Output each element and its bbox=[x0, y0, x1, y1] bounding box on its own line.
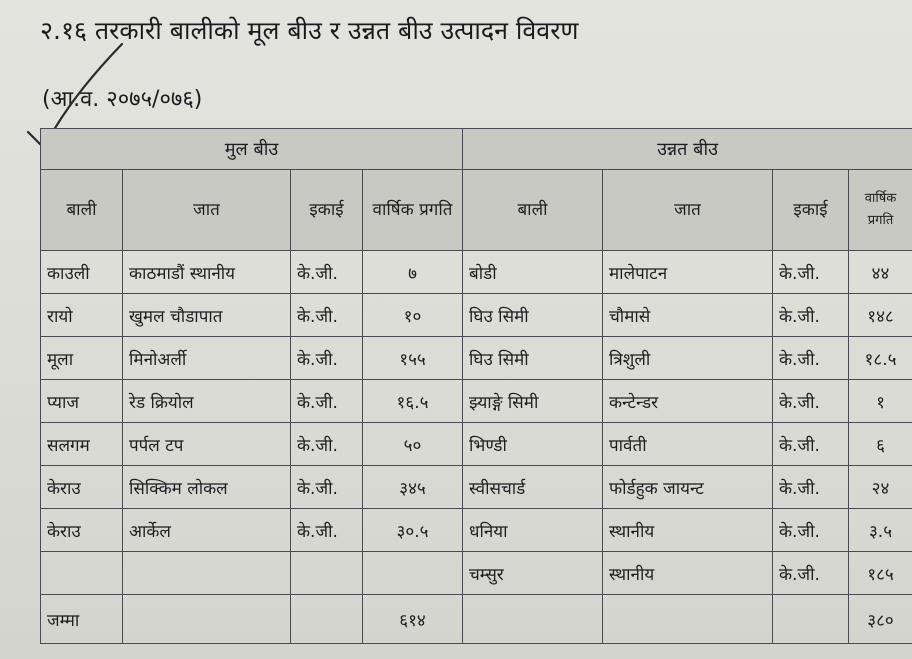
foundation-variety-cell: मिनोअर्ली bbox=[123, 337, 291, 380]
col-variety-foundation: जात bbox=[123, 170, 291, 251]
improved-crop-cell: घिउ सिमी bbox=[463, 294, 603, 337]
foundation-crop-cell: सलगम bbox=[41, 423, 123, 466]
improved-unit-cell: के.जी. bbox=[773, 294, 849, 337]
total-empty-unit-cell bbox=[291, 595, 363, 644]
fiscal-year: (आ.व. २०७५/०७६) bbox=[42, 87, 203, 112]
page-title: २.१६ तरकारी बालीको मूल बीउ र उन्नत बीउ उत्पादन विवरण bbox=[40, 16, 579, 45]
foundation-crop-cell bbox=[41, 552, 123, 595]
foundation-variety-cell: आर्केल bbox=[123, 509, 291, 552]
foundation-variety-cell bbox=[123, 552, 291, 595]
improved-variety-cell: स्थानीय bbox=[603, 509, 773, 552]
foundation-variety-cell: खुमल चौडापात bbox=[123, 294, 291, 337]
foundation-unit-cell: के.जी. bbox=[291, 251, 363, 294]
improved-variety-cell: मालेपाटन bbox=[603, 251, 773, 294]
improved-unit-cell: के.जी. bbox=[773, 552, 849, 595]
table-row bbox=[41, 380, 912, 423]
foundation-progress-cell bbox=[363, 552, 463, 595]
foundation-crop-cell: केराउ bbox=[41, 509, 123, 552]
improved-crop-cell: भिण्डी bbox=[463, 423, 603, 466]
foundation-crop-cell: केराउ bbox=[41, 466, 123, 509]
total-empty-variety-improved-cell bbox=[603, 595, 773, 644]
improved-crop-cell: घिउ सिमी bbox=[463, 337, 603, 380]
table-row bbox=[41, 552, 912, 595]
table-row bbox=[41, 423, 912, 466]
table-row bbox=[41, 251, 912, 294]
table-row bbox=[41, 466, 912, 509]
foundation-total-cell: ६१४ bbox=[363, 595, 463, 644]
improved-variety-cell: फोर्डहुक जायन्ट bbox=[603, 466, 773, 509]
foundation-variety-cell: काठमाडौं स्थानीय bbox=[123, 251, 291, 294]
col-crop-improved: बाली bbox=[463, 170, 603, 251]
foundation-unit-cell: के.जी. bbox=[291, 380, 363, 423]
improved-crop-cell: झ्याङ्गे सिमी bbox=[463, 380, 603, 423]
improved-progress-cell: १८५ bbox=[849, 552, 912, 595]
foundation-unit-cell bbox=[291, 552, 363, 595]
col-variety-improved: जात bbox=[603, 170, 773, 251]
improved-progress-cell: १४८ bbox=[849, 294, 912, 337]
total-empty-crop-improved-cell bbox=[463, 595, 603, 644]
improved-total-cell: ३८० bbox=[849, 595, 912, 644]
col-unit-foundation: इकाई bbox=[291, 170, 363, 251]
total-row bbox=[41, 595, 912, 644]
improved-progress-cell: १ bbox=[849, 380, 912, 423]
improved-unit-cell: के.जी. bbox=[773, 466, 849, 509]
foundation-variety-cell: रेड क्रियोल bbox=[123, 380, 291, 423]
total-label-cell: जम्मा bbox=[41, 595, 123, 644]
table-row bbox=[41, 337, 912, 380]
column-header-row bbox=[41, 170, 912, 251]
improved-unit-cell: के.जी. bbox=[773, 337, 849, 380]
improved-unit-cell: के.जी. bbox=[773, 251, 849, 294]
table-row bbox=[41, 509, 912, 552]
improved-crop-cell: चम्सुर bbox=[463, 552, 603, 595]
improved-progress-cell: ३.५ bbox=[849, 509, 912, 552]
foundation-crop-cell: मूला bbox=[41, 337, 123, 380]
col-crop-foundation: बाली bbox=[41, 170, 123, 251]
foundation-progress-cell: १६.५ bbox=[363, 380, 463, 423]
improved-variety-cell: त्रिशुली bbox=[603, 337, 773, 380]
col-progress-foundation: वार्षिक प्रगति bbox=[363, 170, 463, 251]
improved-crop-cell: धनिया bbox=[463, 509, 603, 552]
foundation-progress-cell: ७ bbox=[363, 251, 463, 294]
foundation-crop-cell: रायो bbox=[41, 294, 123, 337]
foundation-crop-cell: काउली bbox=[41, 251, 123, 294]
total-empty-variety-cell bbox=[123, 595, 291, 644]
foundation-crop-cell: प्याज bbox=[41, 380, 123, 423]
improved-variety-cell: कन्टेन्डर bbox=[603, 380, 773, 423]
total-empty-unit-improved-cell bbox=[773, 595, 849, 644]
improved-progress-cell: २४ bbox=[849, 466, 912, 509]
table-row bbox=[41, 294, 912, 337]
foundation-progress-cell: ३०.५ bbox=[363, 509, 463, 552]
foundation-unit-cell: के.जी. bbox=[291, 466, 363, 509]
improved-variety-cell: पार्वती bbox=[603, 423, 773, 466]
improved-crop-cell: स्वीसचार्ड bbox=[463, 466, 603, 509]
foundation-progress-cell: १५५ bbox=[363, 337, 463, 380]
improved-crop-cell: बोडी bbox=[463, 251, 603, 294]
improved-unit-cell: के.जी. bbox=[773, 423, 849, 466]
improved-unit-cell: के.जी. bbox=[773, 380, 849, 423]
improved-progress-cell: ६ bbox=[849, 423, 912, 466]
foundation-variety-cell: पर्पल टप bbox=[123, 423, 291, 466]
foundation-unit-cell: के.जी. bbox=[291, 337, 363, 380]
table-body bbox=[41, 251, 912, 644]
col-progress-improved: वार्षिक प्रगति bbox=[849, 170, 912, 251]
improved-progress-cell: १८.५ bbox=[849, 337, 912, 380]
foundation-variety-cell: सिक्किम लोकल bbox=[123, 466, 291, 509]
foundation-unit-cell: के.जी. bbox=[291, 294, 363, 337]
foundation-unit-cell: के.जी. bbox=[291, 423, 363, 466]
improved-variety-cell: स्थानीय bbox=[603, 552, 773, 595]
group-header-row bbox=[41, 129, 912, 170]
improved-variety-cell: चौमासे bbox=[603, 294, 773, 337]
foundation-unit-cell: के.जी. bbox=[291, 509, 363, 552]
col-unit-improved: इकाई bbox=[773, 170, 849, 251]
improved-progress-cell: ४४ bbox=[849, 251, 912, 294]
improved-unit-cell: के.जी. bbox=[773, 509, 849, 552]
foundation-seed-header: मुल बीउ bbox=[41, 129, 463, 170]
foundation-progress-cell: ५० bbox=[363, 423, 463, 466]
foundation-progress-cell: ३४५ bbox=[363, 466, 463, 509]
seed-production-table bbox=[40, 128, 912, 644]
improved-seed-header: उन्नत बीउ bbox=[463, 129, 912, 170]
foundation-progress-cell: १० bbox=[363, 294, 463, 337]
